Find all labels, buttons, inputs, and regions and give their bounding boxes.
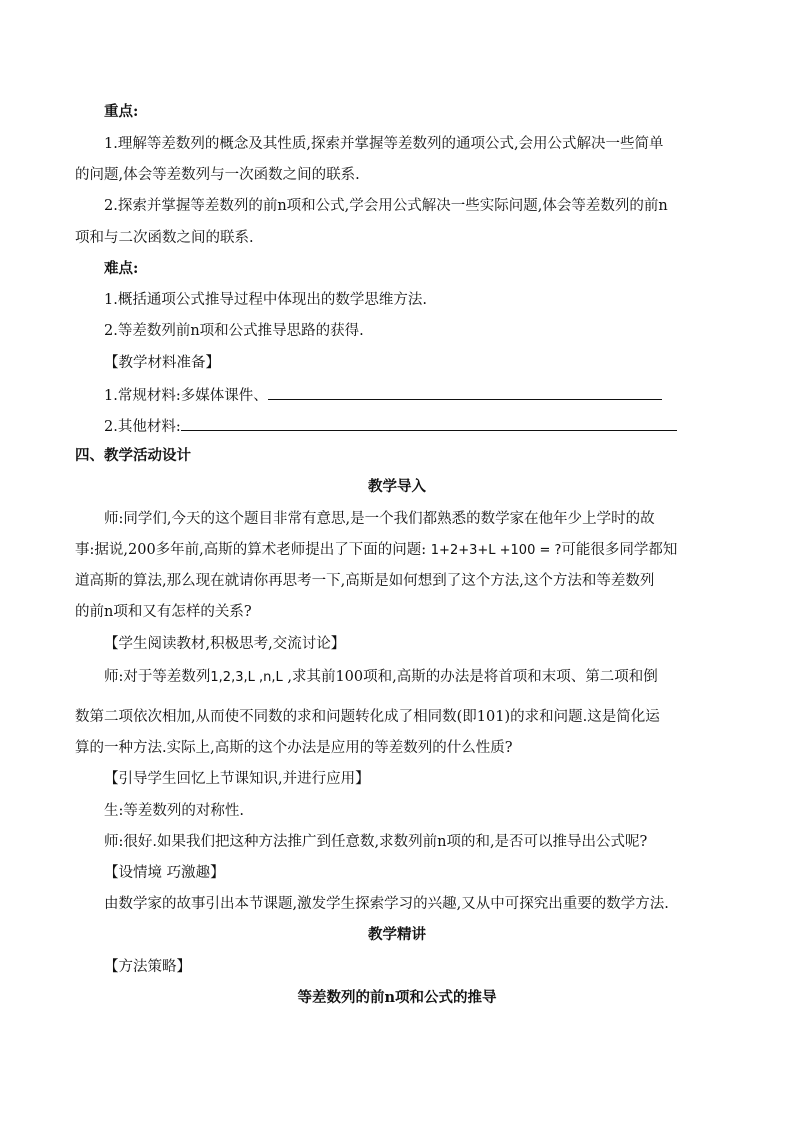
key-point-1-line-1: 1.理解等差数列的概念及其性质,探索并掌握等差数列的通项公式,会用公式解决一些简单 (104, 136, 664, 152)
material-1-label: 1.常规材料:多媒体课件、 (104, 388, 268, 404)
difficulties-heading: 难点: (104, 260, 139, 277)
key-points-heading: 重点: (104, 103, 139, 120)
summary-paragraph: 由数学家的故事引出本节课题,激发学生探索学习的兴趣,又从中可探究出重要的数学方法. (104, 896, 669, 912)
key-point-1-line-2: 的问题,体会等差数列与一次函数之间的联系. (75, 167, 360, 183)
intro-p2-line-2: 数第二项依次相加,从而使不同数的求和问题转化成了相同数(即101)的求和问题.这是简化运 (75, 709, 660, 725)
intro-p2-line-1 (104, 667, 658, 687)
student-reply: 生:等差数列的对称性. (104, 803, 244, 819)
bracket-note-3: 【设情境 巧激趣】 (104, 865, 225, 881)
difficulty-1: 1.概括通项公式推导过程中体现出的数学思维方法. (104, 292, 427, 308)
intro-p1-line-1: 师:同学们,今天的这个题目非常有意思,是一个我们都熟悉的数学家在他年少上学时的故 (104, 511, 655, 527)
intro-p1-line-2 (75, 540, 677, 560)
material-1 (104, 384, 662, 404)
material-1-blank (268, 384, 662, 400)
intro-p2-line-1-text-a: 师:对于等差数列 (104, 669, 211, 685)
key-point-2-line-2: 项和与二次函数之间的联系. (75, 230, 254, 246)
teacher-question: 师:很好.如果我们把这种方法推广到任意数,求数列前n项的和,是否可以推导出公式呢? (104, 834, 648, 850)
material-2-label: 2.其他材料: (104, 419, 181, 435)
key-point-2-line-1: 2.探索并掌握等差数列的前n项和公式,学会用公式解决一些实际问题,体会等差数列的前n (104, 198, 668, 214)
derivation-title: 等差数列的前n项和公式的推导 (297, 989, 497, 1006)
section-4-heading: 四、教学活动设计 (75, 447, 191, 464)
difficulty-2: 2.等差数列前n项和公式推导思路的获得. (104, 323, 364, 339)
bracket-note-2: 【引导学生回忆上节课知识,并进行应用】 (104, 771, 370, 787)
bracket-note-1: 【学生阅读教材,积极思考,交流讨论】 (104, 636, 346, 652)
intro-title: 教学导入 (368, 478, 426, 495)
bracket-note-4: 【方法策略】 (104, 959, 191, 975)
intro-p1-line-3: 道高斯的算法,那么现在就请你再思考一下,高斯是如何想到了这个方法,这个方法和等差数列 (75, 573, 655, 589)
gauss-sum-formula: 1+2+3+L +100 = ? (430, 543, 562, 558)
materials-heading: 【教学材料准备】 (104, 355, 220, 371)
intro-p1-line-2-text-a: 事:据说,200多年前,高斯的算术老师提出了下面的问题: (75, 542, 431, 558)
sequence-expression: 1,2,3,L ,n,L (210, 670, 283, 685)
intro-p1-line-4: 的前n项和又有怎样的关系? (75, 604, 252, 620)
material-2-blank (181, 415, 677, 431)
lecture-title: 教学精讲 (368, 926, 426, 943)
intro-p2-line-3: 算的一种方法.实际上,高斯的这个办法是应用的等差数列的什么性质? (75, 740, 513, 756)
intro-p1-line-2-text-b: 可能很多同学都知 (561, 542, 678, 558)
intro-p2-line-1-text-b: ,求其前100项和,高斯的办法是将首项和末项、第二项和倒 (282, 669, 658, 685)
material-2 (104, 415, 677, 435)
